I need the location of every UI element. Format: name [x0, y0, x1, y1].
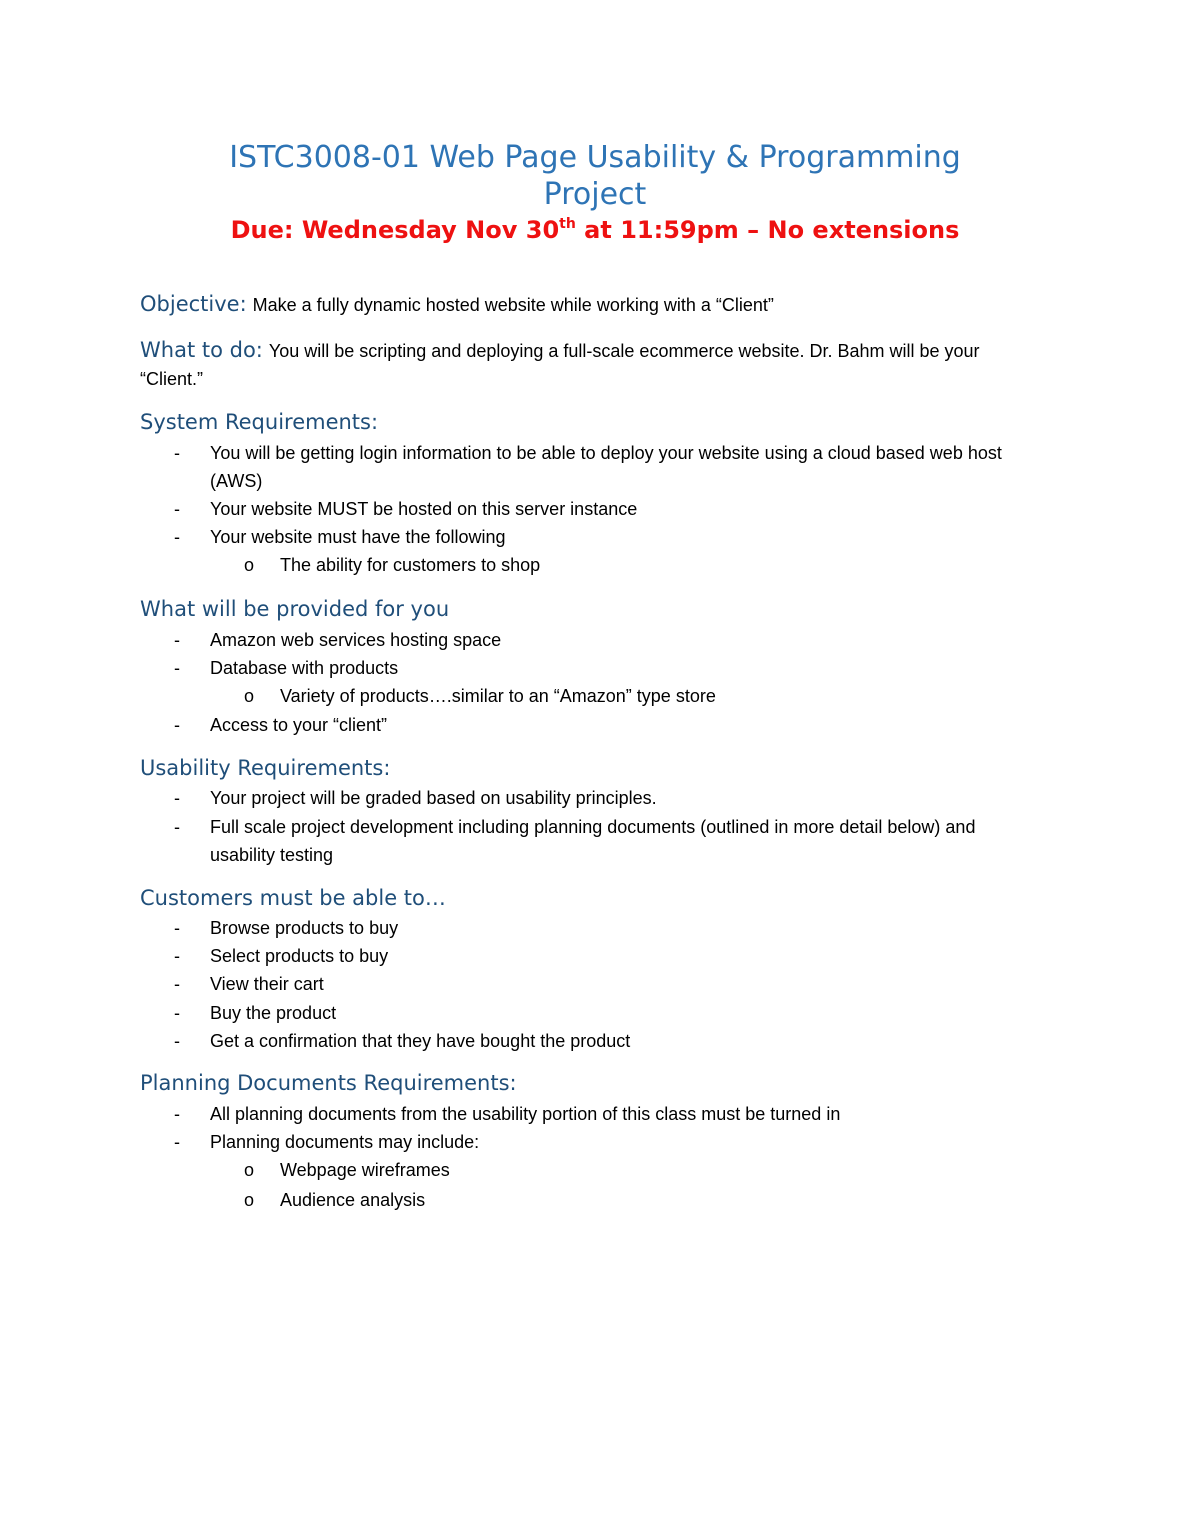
customers-heading: Customers must be able to… — [140, 886, 446, 910]
list-item — [174, 654, 1044, 682]
list-item-text: The ability for customers to shop — [280, 555, 541, 575]
list-item-text: Full scale project development including planning documents (outlined in more detail below) and usability testing — [210, 817, 976, 865]
list-item — [174, 942, 1044, 970]
dash-bullet: - — [174, 1031, 180, 1051]
what-to-do-text: You will be scripting and deploying a full-scale ecommerce website. Dr. Bahm will be your “Client.” — [140, 341, 980, 389]
due-rest: at 11:59pm – No extensions — [575, 216, 960, 244]
list-item-text: Your website MUST be hosted on this server instance — [210, 499, 638, 519]
dash-bullet: - — [174, 974, 180, 994]
circle-bullet: o — [244, 555, 255, 575]
list-item — [174, 914, 1044, 942]
planning-documents-heading: Planning Documents Requirements: — [140, 1071, 517, 1095]
dash-bullet: - — [174, 658, 180, 678]
system-requirements-heading: System Requirements: — [140, 410, 379, 434]
dash-bullet: - — [174, 1132, 180, 1152]
dash-bullet: - — [174, 1104, 180, 1124]
list-item-text: Select products to buy — [210, 946, 389, 966]
dash-bullet: - — [174, 817, 180, 837]
list-item-text: Audience analysis — [280, 1190, 426, 1210]
list-item — [174, 1100, 1044, 1128]
dash-bullet: - — [174, 715, 180, 735]
due-main: Due: Wednesday Nov 30 — [230, 216, 560, 244]
list-item — [174, 1128, 1044, 1156]
list-item — [174, 626, 1044, 654]
list-item-text: All planning documents from the usability portion of this class must be turned in — [210, 1104, 841, 1124]
due-superscript: th — [559, 216, 576, 232]
objective-line — [140, 290, 774, 319]
dash-bullet: - — [174, 1003, 180, 1023]
dash-bullet: - — [174, 788, 180, 808]
circle-bullet: o — [244, 686, 255, 706]
list-item — [174, 495, 1044, 523]
list-item-text: Browse products to buy — [210, 918, 399, 938]
list-item-text: Variety of products….similar to an “Amazon” type store — [280, 686, 716, 706]
dash-bullet: - — [174, 630, 180, 650]
dash-bullet: - — [174, 499, 180, 519]
list-item-text: Access to your “client” — [210, 715, 388, 735]
list-item — [174, 711, 1044, 739]
sub-list-item — [244, 1156, 1044, 1184]
usability-requirements-heading: Usability Requirements: — [140, 756, 391, 780]
what-to-do-heading: What to do: — [140, 338, 263, 362]
list-item — [174, 439, 1044, 495]
list-item-text: Your website must have the following — [210, 527, 506, 547]
list-item — [174, 813, 1044, 869]
list-item-text: You will be getting login information to be able to deploy your website using a cloud based web host (AWS) — [210, 443, 1002, 491]
list-item — [174, 784, 1044, 812]
dash-bullet: - — [174, 527, 180, 547]
due-date-notice — [140, 214, 1050, 246]
circle-bullet: o — [244, 1190, 255, 1210]
what-to-do-paragraph — [140, 336, 1040, 393]
sub-list-item — [244, 1186, 1044, 1214]
dash-bullet: - — [174, 443, 180, 463]
list-item-text: View their cart — [210, 974, 324, 994]
list-item-text: Buy the product — [210, 1003, 337, 1023]
list-item-text: Database with products — [210, 658, 399, 678]
list-item — [174, 523, 1044, 551]
list-item — [174, 999, 1044, 1027]
list-item-text: Amazon web services hosting space — [210, 630, 502, 650]
objective-text: Make a fully dynamic hosted website while working with a “Client” — [252, 295, 774, 315]
sub-list-item — [244, 551, 1044, 579]
document-title: ISTC3008-01 Web Page Usability & Programming Project — [229, 140, 961, 212]
list-item-text: Your project will be graded based on usability principles. — [210, 788, 657, 808]
dash-bullet: - — [174, 918, 180, 938]
sub-list-item — [244, 682, 1044, 710]
list-item-text: Webpage wireframes — [280, 1160, 450, 1180]
objective-heading: Objective: — [140, 292, 247, 316]
list-item-text: Get a confirmation that they have bought the product — [210, 1031, 631, 1051]
list-item — [174, 1027, 1044, 1055]
circle-bullet: o — [244, 1160, 255, 1180]
provided-heading: What will be provided for you — [140, 597, 450, 621]
list-item-text: Planning documents may include: — [210, 1132, 480, 1152]
list-item — [174, 970, 1044, 998]
dash-bullet: - — [174, 946, 180, 966]
